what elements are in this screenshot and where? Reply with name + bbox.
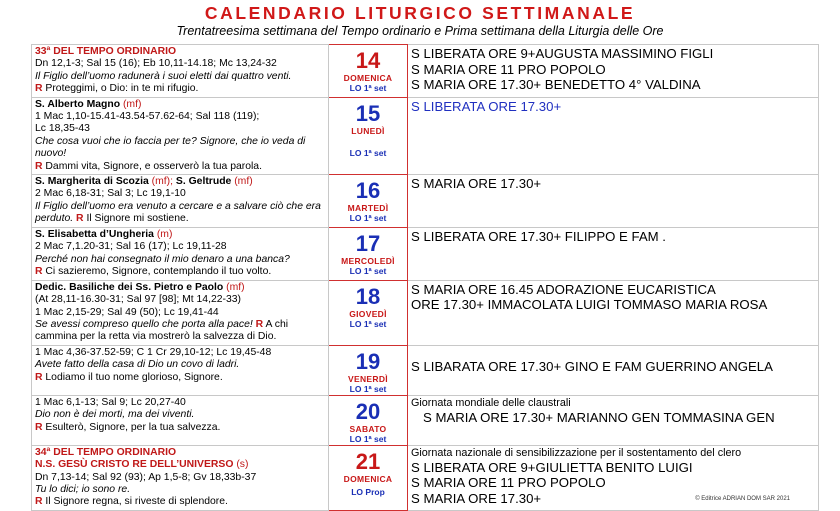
feast-heading: 33ª DEL TEMPO ORDINARIO — [35, 46, 177, 57]
mass-cell — [408, 227, 819, 280]
day-number: 14 — [355, 48, 381, 73]
table-row — [32, 280, 819, 345]
memorial-rank: (mf); — [151, 176, 173, 188]
hours-week: LO 1ª set — [349, 83, 387, 93]
day-cell — [329, 45, 408, 98]
day-number: 18 — [355, 283, 381, 309]
mass-cell — [408, 395, 819, 445]
memorial-rank: (m) — [156, 228, 173, 240]
liturgy-cell — [32, 345, 329, 395]
psalm-response: R Lodiamo il tuo nome glorioso, Signore. — [35, 371, 223, 383]
mass-line: S LIBERATA ORE 9+GIULIETTA BENITO LUIGI — [411, 459, 693, 475]
feast-heading: 34ª DEL TEMPO ORDINARIO — [35, 446, 177, 458]
day-name: LUNEDÌ — [351, 125, 385, 136]
saint-name: S. Margherita di Scozia — [35, 176, 149, 188]
mass-cell — [408, 280, 819, 345]
liturgy-cell — [32, 45, 329, 98]
day-name: SABATO — [349, 423, 387, 434]
day-number: 19 — [355, 348, 381, 374]
weekly-calendar-table — [31, 44, 819, 511]
day-name: DOMENICA — [343, 73, 393, 83]
readings: Dn 12,1-3; Sal 15 (16); Eb 10,11-14.18; Mc 13,24-32 — [35, 58, 277, 70]
mass-line: S LIBERATA ORE 17.30+ FILIPPO E FAM . — [411, 228, 666, 244]
day-cell — [329, 395, 408, 445]
memorial-rank: (mf) — [122, 98, 142, 110]
psalm-response: R Dammi vita, Signore, e osserverò la tua parola. — [35, 160, 262, 172]
day-cell — [329, 97, 408, 174]
readings: 1 Mac 2,15-29; Sal 49 (50); Lc 19,41-44 — [35, 306, 219, 318]
saint-name: S. Geltrude — [175, 176, 232, 188]
day-cell — [329, 445, 408, 510]
psalm-response: A chi cammina per la retta via mostrerò la salvezza di Dio. — [35, 318, 289, 343]
response-marker: R — [35, 421, 43, 433]
table-row — [32, 227, 819, 280]
table-row — [32, 175, 819, 228]
day-name: MARTEDÌ — [347, 203, 389, 214]
mass-line: S MARIA ORE 17.30+ — [411, 176, 542, 192]
hours-week: LO 1ª set — [349, 213, 387, 224]
readings: 1 Mac 6,1-13; Sal 9; Lc 20,27-40 — [35, 396, 186, 408]
day-number: 15 — [355, 100, 381, 126]
liturgy-cell — [32, 445, 329, 510]
day-cell — [329, 175, 408, 228]
response-marker: R — [35, 371, 43, 383]
table-row — [32, 45, 819, 98]
saint-name: S. Alberto Magno — [35, 98, 121, 110]
liturgy-cell — [32, 280, 329, 345]
observance-note: Giornata mondiale delle claustrali — [411, 396, 571, 409]
gospel-quote: Avete fatto della casa di Dio un covo di ladri. — [35, 359, 240, 371]
day-cell — [329, 280, 408, 345]
mass-line: S MARIA ORE 17.30+ MARIANNO GEN TOMMASINA GEN — [423, 409, 775, 425]
readings: Lc 18,35-43 — [35, 123, 90, 135]
day-number: 21 — [355, 448, 381, 474]
mass-cell — [408, 97, 819, 174]
day-number: 17 — [355, 230, 381, 256]
table-row — [32, 97, 819, 174]
gospel-quote: Se avessi compreso quello che porta alla pace! — [35, 318, 253, 330]
observance-note: Giornata nazionale di sensibilizzazione per il sostentamento del clero — [411, 446, 742, 459]
readings: 1 Mac 1,10-15.41-43.54-57.62-64; Sal 118 (119); — [35, 111, 260, 123]
liturgy-cell — [32, 227, 329, 280]
psalm-response: R Il Signore regna, si riveste di splendore. — [35, 496, 228, 508]
mass-line: S MARIA ORE 16.45 ADORAZIONE EUCARISTICA — [411, 281, 716, 297]
mass-cell — [408, 175, 819, 228]
hours-week: LO 1ª set — [349, 147, 387, 158]
gospel-quote: Tu lo dici; io sono re. — [35, 483, 131, 495]
readings: 2 Mac 6,18-31; Sal 3; Lc 19,1-10 — [35, 188, 186, 200]
memorial-rank: (mf) — [234, 176, 253, 188]
day-cell — [329, 345, 408, 395]
gospel-quote: Il Figlio dell’uomo radunerà i suoi eletti dai quattro venti. — [35, 70, 292, 82]
day-cell — [329, 227, 408, 280]
mass-line: S MARIA ORE 11 PRO POPOLO — [411, 61, 606, 77]
solemnity-heading: N.S. GESÙ CRISTO RE DELL’UNIVERSO — [35, 459, 234, 471]
day-number: 20 — [355, 398, 381, 424]
copyright-footer: © Editrice ADRIAN DOM SAR 2021 — [695, 496, 790, 502]
mass-cell — [408, 45, 819, 98]
gospel-quote: Il Figlio dell’uomo era venuto a cercare e a salvare ciò che era perduto. — [35, 200, 321, 225]
psalm-response: R Ci sazieremo, Signore, contemplando il tuo volto. — [35, 265, 272, 277]
mass-line: S MARIA ORE 11 PRO POPOLO — [411, 475, 606, 491]
readings: (At 28,11-16.30-31; Sal 97 [98]; Mt 14,22-33) — [35, 294, 242, 306]
liturgy-cell — [32, 395, 329, 445]
table-row — [32, 345, 819, 395]
response-marker: R — [35, 83, 43, 95]
mass-line: S MARIA ORE 17.30+ BENEDETTO 4° VALDINA — [411, 77, 701, 93]
day-name: MERCOLEDÌ — [341, 255, 395, 266]
gospel-quote: Dio non è dei morti, ma dei viventi. — [35, 409, 195, 421]
hours-week: LO 1ª set — [349, 383, 387, 394]
day-name: GIOVEDÌ — [349, 308, 387, 319]
mass-cell — [408, 345, 819, 395]
hours-week: LO 1ª set — [349, 433, 387, 444]
page-title: CALENDARIO LITURGICO SETTIMANALE — [204, 3, 636, 23]
hours-week: LO Prop — [351, 486, 385, 497]
mass-line: S MARIA ORE 17.30+ — [411, 490, 542, 506]
mass-line: ORE 17.30+ IMMACOLATA LUIGI TOMMASO MARIA ROSA — [411, 297, 768, 313]
psalm-response: R Esulterò, Signore, per la tua salvezza. — [35, 421, 221, 433]
readings: 2 Mac 7,1.20-31; Sal 16 (17); Lc 19,11-28 — [35, 241, 227, 253]
liturgy-cell — [32, 175, 329, 228]
mass-line: S LIBERATA ORE 9+AUGUSTA MASSIMINO FIGLI — [411, 46, 714, 61]
response-marker: R — [35, 496, 43, 508]
hours-week: LO 1ª set — [349, 318, 387, 329]
hours-week: LO 1ª set — [349, 265, 387, 276]
liturgy-cell — [32, 97, 329, 174]
day-number: 16 — [355, 178, 381, 204]
mass-line: S LIBARATA ORE 17.30+ GINO E FAM GUERRINO ANGELA — [411, 358, 773, 374]
day-name: DOMENICA — [343, 473, 393, 484]
response-marker: R — [255, 318, 264, 330]
day-name: VENERDÌ — [348, 373, 388, 384]
memorial-rank: (mf) — [226, 281, 245, 293]
gospel-quote: Che cosa vuoi che io faccia per te? Signore, che io veda di nuovo! — [35, 135, 306, 160]
psalm-response: R Proteggimi, o Dio: in te mi rifugio. — [35, 83, 199, 95]
memorial-rank: (s) — [236, 459, 249, 471]
mass-line: S LIBERATA ORE 17.30+ — [411, 98, 562, 114]
page-subtitle: Trentatreesima settimana del Tempo ordinario e Prima settimana della Liturgia delle Ore — [176, 24, 664, 38]
response-marker: R — [35, 265, 43, 277]
response-marker: R — [76, 213, 84, 225]
readings: Dn 7,13-14; Sal 92 (93); Ap 1,5-8; Gv 18,33b-37 — [35, 471, 257, 483]
saint-name: Dedic. Basiliche dei Ss. Pietro e Paolo — [35, 281, 224, 293]
readings: 1 Mac 4,36-37.52-59; C 1 Cr 29,10-12; Lc 19,45-48 — [35, 346, 272, 358]
gospel-quote: Perché non hai consegnato il mio denaro a una banca? — [35, 253, 290, 265]
psalm-response: Il Signore mi sostiene. — [86, 213, 189, 225]
table-row — [32, 395, 819, 445]
response-marker: R — [35, 160, 43, 172]
saint-name: S. Elisabetta d’Ungheria — [35, 228, 154, 240]
